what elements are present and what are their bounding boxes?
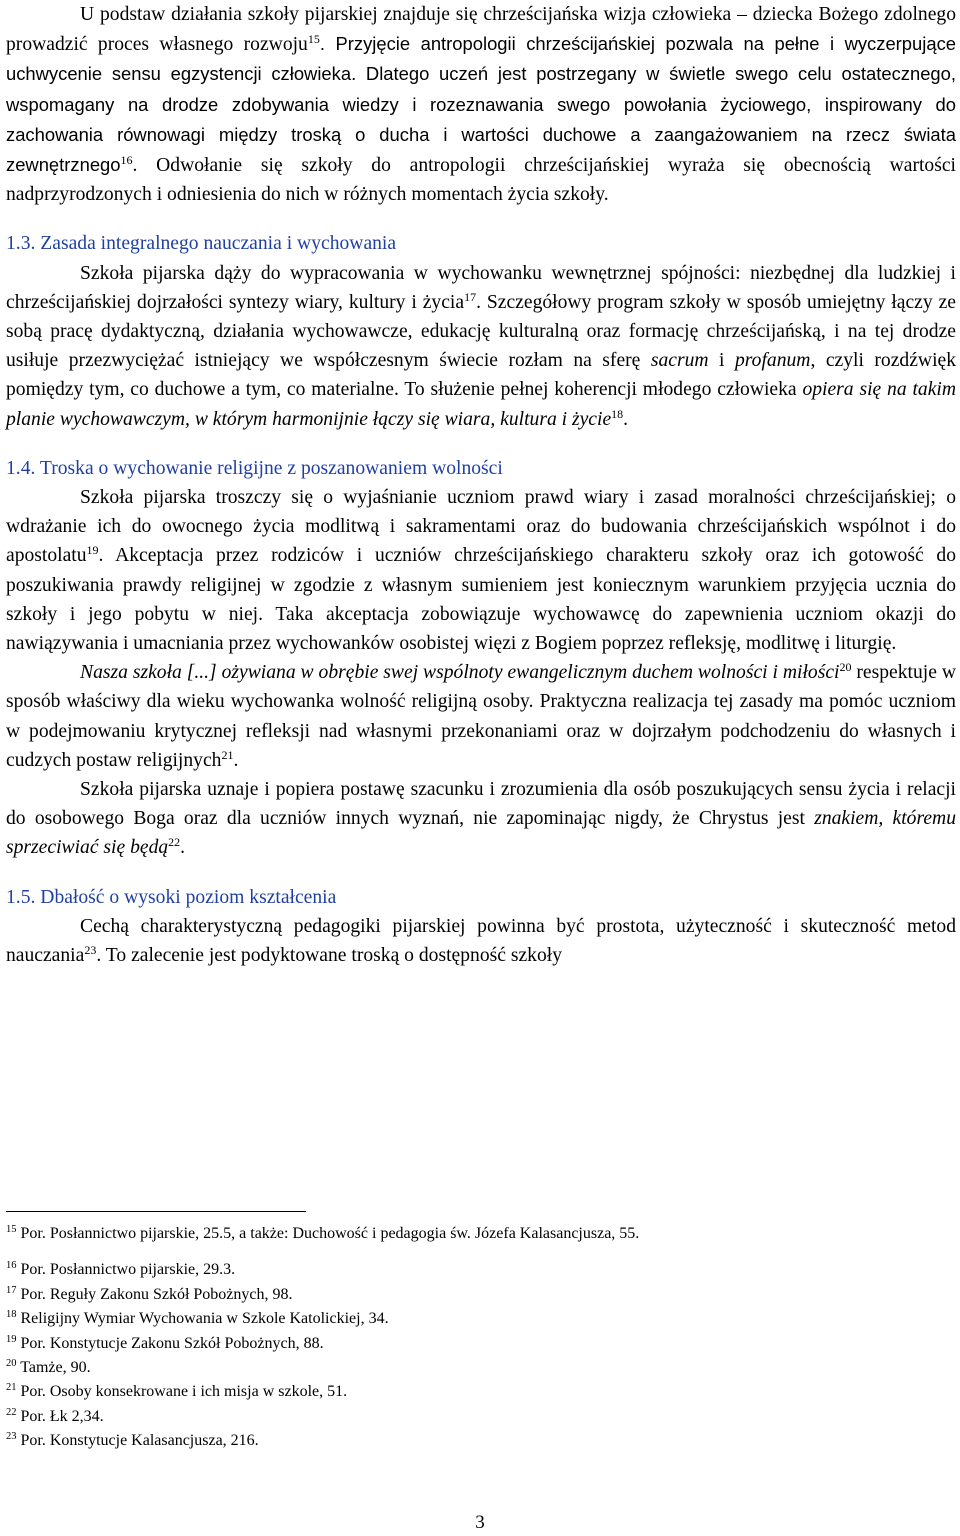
text: Szkoła pijarska dąży do wypracowania w wychowanku wewnętrznej spójności: niezbędnej dla ludzkiej i chrześcijańskiej dojrzałości syntezy wiary, kultury i życia [6,262,956,313]
text: Szkoła pijarska uznaje i popiera postawę szacunku i zrozumienia dla osób poszukujących sensu życia i relacji do osobowego Boga oraz dla uczniów innych wyznań, nie zapominając nigdy, że Chrystus jest [6,779,956,830]
paragraph-1-4-c [6,775,956,863]
footnote-number: 22 [6,1406,17,1418]
text: . [623,408,629,430]
text: . Szczegółowy program szkoły w sposób umiejętny łączy ze sobą pracę dydaktyczną, działania wychowawcze, edukację kulturalną oraz formację chrześcijańską, i na tej drodze usiłuje przezwyciężać istniejący we współczesnym świecie rozłam na sferę [6,291,956,372]
footnote-number: 19 [6,1333,17,1345]
footnote-ref[interactable]: 19 [86,543,99,558]
footnote-text: Por. Posłannictwo pijarskie, 25.5, a także: Duchowość i pedagogia św. Józefa Kalasancjusza, 55. [16,1225,640,1242]
italic-quote: opiera się na takim planie wychowawczym, w którym harmonijnie łączy się wiara, kultura i życie [6,379,956,430]
italic-term: sacrum [650,350,709,372]
footnote-text: Por. Łk 2,34. [16,1407,104,1425]
footnote-ref[interactable]: 16 [120,153,133,168]
footnote-18 [6,1307,946,1331]
footnote-23 [6,1429,946,1453]
footnote-ref[interactable]: 17 [464,289,477,304]
text: U podstaw działania szkoły pijarskiej znajduje się chrześcijańska wizja człowieka – dziecka Bożego zdolnego prowadzić proces własnego rozwoju [6,4,956,56]
footnote-text: Por. Osoby konsekrowane i ich misja w szkole, 51. [16,1383,348,1401]
paragraph-intro [6,0,956,209]
footnote-ref[interactable]: 20 [839,660,852,675]
text: i [708,350,735,372]
footnote-20 [6,1356,946,1380]
footnote-text: Por. Konstytucje Zakonu Szkół Pobożnych, 88. [16,1334,324,1352]
footnote-ref[interactable]: 15 [307,32,320,47]
section-heading-1-3: 1.3. Zasada integralnego nauczania i wychowania [6,233,397,255]
footnote-15 [6,1222,946,1246]
footnote-text: Por. Reguły Zakonu Szkół Pobożnych, 98. [16,1285,293,1303]
footnote-text: Tamże, 90. [16,1359,91,1377]
footnote-22 [6,1405,946,1429]
footnote-number: 15 [6,1224,17,1235]
footnote-ref[interactable]: 22 [168,835,181,850]
text: . Odwołanie się szkoły do antropologii chrześcijańskiej wyraża się obecnością wartości nadprzyrodzonych i odniesienia do nich w różnych momentach życia szkoły. [6,155,956,206]
text: Szkoła pijarska troszczy się o wyjaśnianie uczniom prawd wiary i zasad moralności chrześcijańskiej; o wdrażanie ich do owocnego życia modlitwą i sakramentami oraz do budowania chrześcijańskich wspólnot i do apostolatu [6,487,956,567]
footnotes [6,1222,946,1454]
paragraph-1-4-b [6,658,956,775]
document-body [6,0,956,970]
italic-quote: znakiem, któremu sprzeciwiać się będą [6,808,957,859]
page-number: 3 [475,1512,485,1533]
footnote-number: 18 [6,1309,17,1321]
footnote-16 [6,1258,946,1282]
footnote-number: 17 [6,1284,17,1296]
footnote-number: 23 [6,1431,17,1443]
italic-term: profanum [734,350,811,372]
footnote-text: Por. Posłannictwo pijarskie, 29.3. [16,1261,236,1279]
text: respektuje w sposób właściwy dla wieku wychowanka wolność religijną osoby. Praktyczna realizacja tej zasady ma pomóc uczniom w podejmowaniu krytycznej refleksji nad własnymi przekonaniami oraz w dojrzałym podchodzeniu do własnych i cudzych postaw religijnych [6,662,956,771]
text: Cechą charakterystyczną pedagogiki pijarskiej powinna być prostota, użyteczność i skuteczność metod nauczania [6,915,956,967]
footnote-text: Religijny Wymiar Wychowania w Szkole Katolickiej, 34. [16,1310,389,1328]
text: , czyli rozdźwięk pomiędzy tym, co duchowe a tym, co materialne. To służenie pełnej koherencji młodego człowieka [6,350,957,401]
paragraph-1-5 [6,912,956,970]
footnote-19 [6,1332,946,1356]
section-heading-1-4: 1.4. Troska o wychowanie religijne z poszanowaniem wolności [6,457,503,479]
footnote-ref[interactable]: 18 [611,406,624,421]
text: . [233,749,239,771]
footnote-21 [6,1380,946,1404]
footnote-number: 20 [6,1358,17,1370]
footnote-number: 21 [6,1382,17,1394]
footnote-number: 16 [6,1260,17,1272]
footnote-ref[interactable]: 23 [84,943,97,958]
paragraph-1-3 [6,259,956,434]
paragraph-1-4-a [6,483,956,658]
text: . [180,837,186,859]
text: . To zalecenie jest podyktowane troską o dostępność szkoły [96,945,563,967]
text: . Akceptacja przez rodziców i uczniów chrześcijańskiego charakteru szkoły oraz ich gotowość do poszukiwania prawdy religijnej w zgodzie z własnym sumieniem jest koniecznym warunkiem przyjęcia ucznia do szkoły i jego pobytu w niej. Taka akceptacja zobowiązuje wychowawcę do zapewnienia uczniom okazji do nawiązywania i umacniania przez wychowanków osobistej więzi z Bogiem poprzez refleksję, modlitwę i liturgię. [6,545,956,655]
section-heading-1-5: 1.5. Dbałość o wysoki poziom kształcenia [6,886,337,908]
footnote-text: Por. Konstytucje Kalasancjusza, 216. [16,1432,259,1450]
footnote-ref[interactable]: 21 [221,747,234,762]
footnote-divider [6,1211,306,1212]
italic-quote: Nasza szkoła [...] ożywiana w obrębie swej wspólnoty ewangelicznym duchem wolności i miłości [80,662,840,684]
text: . Przyjęcie antropologii chrześcijańskiej pozwala na pełne i wyczerpujące uchwycenie sensu egzystencji człowieka. Dlatego uczeń jest postrzegany w świetle swego celu ostatecznego, wspomagany na drodze zdobywania wiedzy i rozeznawania swego powołania życiowego, inspirowany do zachowania równowagi między troską o ducha i wartości duchowe a zaangażowaniem na rzecz świata zewnętrznego [6,33,956,176]
footnote-17 [6,1283,946,1307]
